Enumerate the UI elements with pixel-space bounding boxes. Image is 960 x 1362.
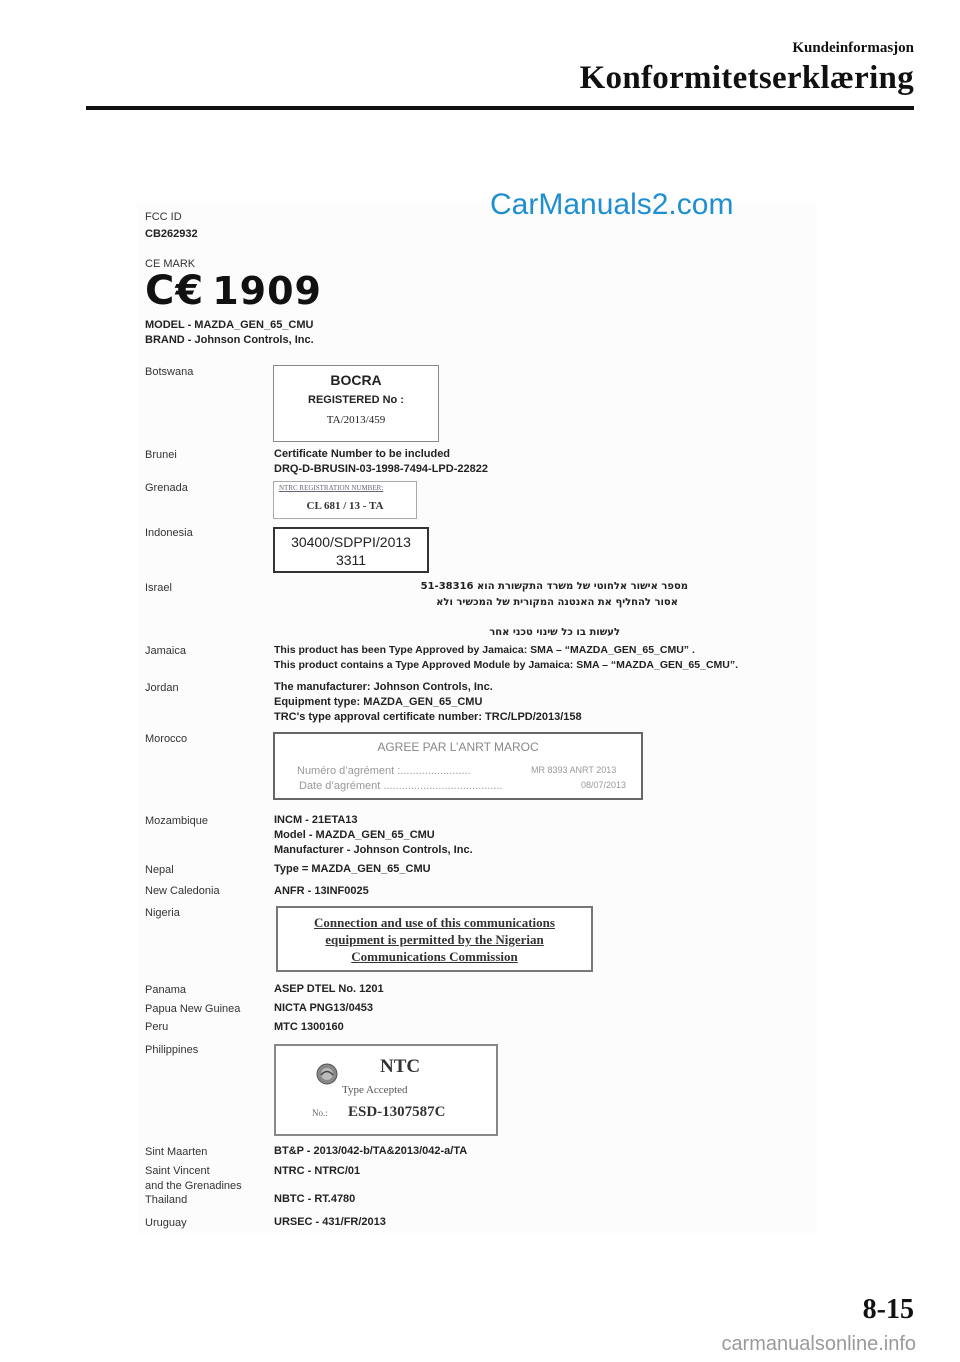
page-number: 8-15 xyxy=(862,1294,914,1325)
ce-number: 1909 xyxy=(212,269,322,313)
botswana-label-box xyxy=(273,365,439,442)
philippines-no-label: No.: xyxy=(312,1108,328,1118)
ce-symbol: C€ xyxy=(145,268,205,314)
jamaica-line1: This product has been Type Approved by Jamaica: SMA – “MAZDA_GEN_65_CMU” . xyxy=(274,644,695,656)
country-saint-vincent-line2: and the Grenadines xyxy=(145,1180,242,1192)
nigeria-box-line2: equipment is permitted by the Nigerian xyxy=(325,932,544,947)
country-saint-vincent: Saint Vincent xyxy=(145,1165,210,1177)
nigeria-box-line1: Connection and use of this communications xyxy=(314,915,555,930)
philippines-label-box xyxy=(274,1044,498,1136)
country-grenada: Grenada xyxy=(145,482,188,494)
grenada-box-value: CL 681 / 13 - TA xyxy=(306,500,384,512)
ce-mark xyxy=(145,268,322,314)
nigeria-box-line3: Communications Commission xyxy=(351,949,518,964)
jordan-line3: TRC's type approval certificate number: TRC/LPD/2013/158 xyxy=(274,711,582,723)
mozambique-line1: INCM - 21ETA13 xyxy=(274,814,358,826)
top-watermark: CarManuals2.com xyxy=(490,188,734,221)
country-brunei: Brunei xyxy=(145,449,177,461)
israel-line3: לעשות בו כל שינוי טכני אחר xyxy=(489,627,620,638)
jordan-line2: Equipment type: MAZDA_GEN_65_CMU xyxy=(274,696,483,708)
grenada-label-box xyxy=(273,481,417,519)
botswana-box-line3: TA/2013/459 xyxy=(326,414,386,426)
country-panama: Panama xyxy=(145,984,186,996)
country-israel: Israel xyxy=(145,582,172,594)
indonesia-label-box xyxy=(273,527,429,573)
fcc-value: CB262932 xyxy=(145,228,198,240)
indonesia-box-line2: 3311 xyxy=(335,552,367,568)
sint-maarten-line1: BT&P - 2013/042-b/TA&2013/042-a/TA xyxy=(274,1145,468,1157)
fcc-label: FCC ID xyxy=(145,211,182,223)
brunei-line2: DRQ-D-BRUSIN-03-1998-7494-LPD-22822 xyxy=(274,463,488,475)
country-nigeria: Nigeria xyxy=(145,907,180,919)
philippines-box-title: NTC xyxy=(380,1056,421,1077)
israel-line2: אסור להחליף את האנטנה המקורית של המכשיר ולא xyxy=(436,597,678,608)
country-indonesia: Indonesia xyxy=(145,527,193,539)
country-jordan: Jordan xyxy=(145,682,179,694)
saint-vincent-line1: NTRC - NTRC/01 xyxy=(274,1165,361,1177)
ntc-seal-icon xyxy=(316,1063,338,1085)
png-line1: NICTA PNG13/0453 xyxy=(274,1002,374,1014)
indonesia-box-line1: 30400/SDPPI/2013 xyxy=(291,534,411,550)
country-morocco: Morocco xyxy=(145,733,188,745)
morocco-box-title: AGREE PAR L’ANRT MAROC xyxy=(377,740,539,754)
country-uruguay: Uruguay xyxy=(145,1217,187,1229)
botswana-box-title: BOCRA xyxy=(330,372,382,388)
peru-line1: MTC 1300160 xyxy=(274,1021,344,1033)
mozambique-line3: Manufacturer - Johnson Controls, Inc. xyxy=(274,844,473,856)
country-papua-new-guinea: Papua New Guinea xyxy=(145,1003,241,1015)
country-botswana: Botswana xyxy=(145,366,194,378)
footer-watermark: carmanualsonline.info xyxy=(721,1333,916,1355)
thailand-line1: NBTC - RT.4780 xyxy=(274,1193,356,1205)
country-sint-maarten: Sint Maarten xyxy=(145,1146,208,1158)
panama-line1: ASEP DTEL No. 1201 xyxy=(274,983,384,995)
country-new-caledonia: New Caledonia xyxy=(145,885,220,897)
country-nepal: Nepal xyxy=(145,864,174,876)
philippines-box-line2: Type Accepted xyxy=(342,1084,408,1096)
country-jamaica: Jamaica xyxy=(145,645,186,657)
botswana-box-line2: REGISTERED No : xyxy=(308,394,404,406)
mozambique-line2: Model - MAZDA_GEN_65_CMU xyxy=(274,829,435,841)
model-line: MODEL - MAZDA_GEN_65_CMU xyxy=(145,319,314,331)
grenada-box-title: NTRC REGISTRATION NUMBER: xyxy=(279,484,384,492)
brand-line: BRAND - Johnson Controls, Inc. xyxy=(145,334,314,346)
philippines-no-value: ESD-1307587C xyxy=(348,1104,446,1120)
country-peru: Peru xyxy=(145,1021,169,1033)
nepal-line1: Type = MAZDA_GEN_65_CMU xyxy=(274,863,431,875)
morocco-number-label: Numéro d’agrément :....................... xyxy=(297,765,471,777)
section-header: Kundeinformasjon xyxy=(792,40,914,56)
morocco-label-box xyxy=(273,732,643,800)
country-mozambique: Mozambique xyxy=(145,815,208,827)
ce-label: CE MARK xyxy=(145,258,196,270)
country-philippines: Philippines xyxy=(145,1044,199,1056)
uruguay-line1: URSEC - 431/FR/2013 xyxy=(274,1216,386,1228)
jamaica-line2: This product contains a Type Approved Module by Jamaica: SMA – “MAZDA_GEN_65_CMU”. xyxy=(274,659,739,671)
nigeria-label-box xyxy=(276,906,593,972)
morocco-date-label: Date d’agrément ....................................... xyxy=(299,780,503,792)
new-caledonia-line1: ANFR - 13INF0025 xyxy=(274,885,369,897)
morocco-number-value: MR 8393 ANRT 2013 xyxy=(531,765,617,775)
header-rule xyxy=(86,106,914,110)
brunei-line1: Certificate Number to be included xyxy=(274,448,451,460)
page-title: Konformitetserklæring xyxy=(579,60,914,96)
jordan-line1: The manufacturer: Johnson Controls, Inc. xyxy=(274,681,493,693)
morocco-date-value: 08/07/2013 xyxy=(581,780,627,790)
israel-line1: מספר אישור אלחוטי של משרד התקשורת הוא 51-38316 xyxy=(420,581,688,592)
country-thailand: Thailand xyxy=(145,1194,188,1206)
